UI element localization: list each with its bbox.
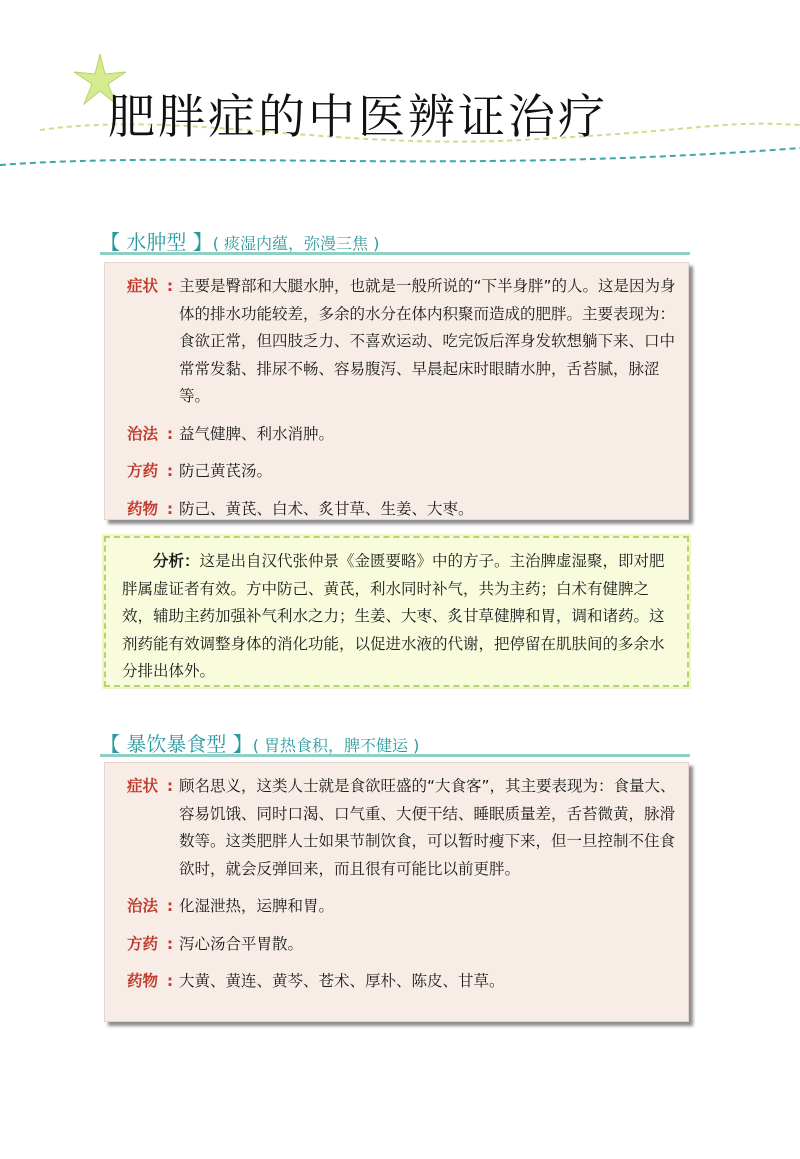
row-herbs: 药物 : 防己、黄芪、白术、炙甘草、生姜、大枣。	[127, 496, 678, 524]
row-text: 化湿泄热，运脾和胃。	[179, 897, 335, 915]
section-name: 【 暴饮暴食型 】	[100, 732, 253, 756]
section-subtitle: ( 痰湿内蕴，弥漫三焦 )	[212, 234, 380, 253]
analysis-box	[104, 536, 689, 687]
row-label: 治法	[127, 897, 159, 915]
row-label: 治法	[127, 424, 159, 443]
analysis-text: 这是出自汉代张仲景《金匮要略》中的方子。主治脾虚湿聚，即对肥胖属虚证者有效。方中防己、黄芪，利水同时补气，共为主药；白术有健脾之效，辅助主药加强补气利水之力；生姜、大枣、炙甘草健脾和胃，调和诸药。这剂药能有效调整身体的消化功能，以促进水液的代谢，把停留在肌肤间的多余水分排出体外。	[122, 552, 665, 680]
row-symptoms: 症状 : 顾名思义，这类人士就是食欲旺盛的“大食客”，其主要表现为：食量大、容易饥饿、同时口渴、口气重、大便干结、睡眠质量差，舌苔微黄，脉滑数等。这类肥胖人士如果节制饮食，可以暂时瘦下来，但一旦控制不住食欲时，就会反弹回来，而且很有可能比以前更胖。	[127, 773, 678, 883]
row-text: 大黄、黄连、黄芩、苍术、厚朴、陈皮、甘草。	[179, 972, 505, 990]
row-text: 防己黄芪汤。	[179, 462, 273, 480]
section-name: 【 水肿型 】	[100, 230, 213, 254]
info-card-edema	[104, 262, 689, 520]
row-symptoms: 症状 : 主要是臀部和大腿水肿，也就是一般所说的“下半身胖”的人。这是因为身体的排水功能较差，多余的水分在体内积聚而造成的肥胖。主要表现为：食欲正常，但四肢乏力、不喜欢运动、吃完饭后浑身发软想躺下来、口中常常发黏、排尿不畅、容易腹泻、早晨起床时眼睛水肿，舌苔腻，脉涩等。	[127, 273, 678, 411]
row-text: 防己、黄芪、白术、炙甘草、生姜、大枣。	[179, 499, 474, 518]
row-text: 顾名思义，这类人士就是食欲旺盛的“大食客”，其主要表现为：食量大、容易饥饿、同时口渴、口气重、大便干结、睡眠质量差，舌苔微黄，脉滑数等。这类肥胖人士如果节制饮食，可以暂时瘦下来，但一旦控制不住食欲时，就会反弹回来，而且很有可能比以前更胖。	[179, 777, 676, 878]
section-subtitle: ( 胃热食积，脾不健运 )	[252, 736, 420, 755]
row-label: 药物	[127, 972, 159, 990]
row-prescription: 方药 : 防己黄芪汤。	[127, 458, 678, 486]
page-title: 肥胖症的中医辨证治疗	[108, 90, 608, 145]
row-label: 药物	[127, 499, 159, 518]
section-heading-overeating	[100, 728, 690, 757]
row-prescription: 方药 : 泻心汤合平胃散。	[127, 931, 678, 959]
row-label: 方药	[127, 934, 159, 953]
row-text: 益气健脾、利水消肿。	[179, 424, 335, 443]
row-text: 泻心汤合平胃散。	[179, 934, 304, 953]
row-treatment: 治法 : 益气健脾、利水消肿。	[127, 421, 678, 449]
row-text: 主要是臀部和大腿水肿，也就是一般所说的“下半身胖”的人。这是因为身体的排水功能较差，多余的水分在体内积聚而造成的肥胖。主要表现为：食欲正常，但四肢乏力、不喜欢运动、吃完饭后浑身发软想躺下来、口中常常发黏、排尿不畅、容易腹泻、早晨起床时眼睛水肿，舌苔腻，脉涩等。	[179, 277, 676, 405]
analysis-label: 分析：	[153, 552, 200, 570]
row-label: 方药	[127, 462, 159, 480]
row-herbs: 药物 : 大黄、黄连、黄芩、苍术、厚朴、陈皮、甘草。	[127, 968, 678, 996]
row-label: 症状	[127, 277, 159, 295]
row-treatment: 治法 : 化湿泄热，运脾和胃。	[127, 893, 678, 921]
row-label: 症状	[127, 777, 159, 795]
info-card-overeating	[104, 762, 689, 1022]
section-heading-edema	[100, 226, 690, 255]
